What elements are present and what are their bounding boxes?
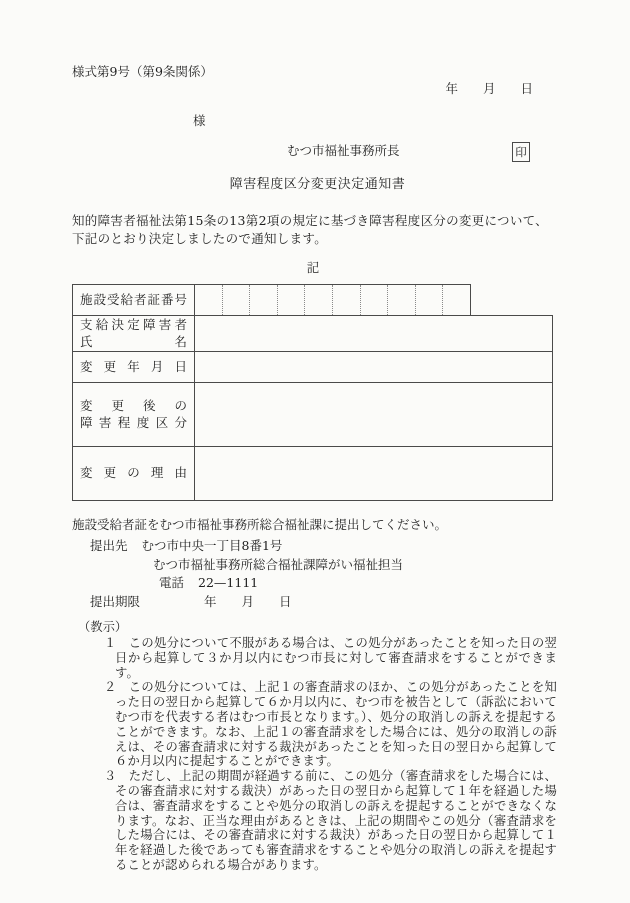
digit-cell xyxy=(249,285,277,315)
notice-item-text: この処分について不服がある場合は、この処分があったことを知った日の翌日から起算して３か月以内にむつ市長に対して審査請求をすることができます。 xyxy=(115,636,558,680)
phone-label: 電話 xyxy=(159,575,185,590)
table-row-recipient-name xyxy=(72,315,553,351)
row-label-change-reason: 変更の理由 xyxy=(72,446,194,501)
digit-cell xyxy=(415,285,443,315)
ki-marker: 記 xyxy=(306,260,321,275)
row-label-change-date: 変更年月日 xyxy=(72,351,194,382)
issue-date-line: 年 月 日 xyxy=(445,81,533,96)
body-paragraph: 知的障害者福祉法第15条の13第2項の規定に基づき障害程度区分の変更について、下記のとおり決定しましたので通知します。 xyxy=(72,213,548,246)
addressee-suffix: 様 xyxy=(193,113,206,128)
table-row-new-classification xyxy=(72,382,553,446)
table-row-recipient-number xyxy=(72,284,553,315)
value-new-classification xyxy=(194,382,553,446)
digit-cell xyxy=(332,285,360,315)
phone-line xyxy=(159,575,555,590)
digit-cell xyxy=(304,285,332,315)
notice-item-number: ２ xyxy=(104,680,117,695)
destination-label: 提出先 xyxy=(90,538,128,553)
sender-line xyxy=(287,143,555,159)
table-row-change-reason xyxy=(72,446,553,501)
decision-table xyxy=(72,284,553,501)
digit-cell xyxy=(360,285,388,315)
form-number: 様式第9号（第9条関係） xyxy=(72,64,213,79)
notice-item-text: ただし、上記の期間が経過する前に、この処分（審査請求をした場合には、その審査請求に対する裁決）があった日の翌日から起算して１年を経過した場合は、審査請求をすることや処分の取消しの訴えを提起することができなくなります。なお、正当な理由があるときは、上記の期間やこの処分（審査請求をした場合には、その審査請求に対する裁決）があった日の翌日から起算して１年を経過した後であっても審査請求をすることや処分の取消しの訴えを提起することが認められる場合があります。 xyxy=(115,769,557,872)
document-title: 障害程度区分変更決定通知書 xyxy=(229,177,406,192)
notice-item-text: この処分については、上記１の審査請求のほか、この処分があったことを知った日の翌日から起算して６か月以内に、むつ市を被告として（訴訟においてむつ市を代表する者はむつ市長となります。）、処分の取消しの訴えを提起することができます。なお、上記１の審査請求をした場合には、処分の取消しの訴えは、その審査請求に対する裁決があったことを知った日の翌日から起算して６か月以内に提起することができます。 xyxy=(115,680,558,769)
notice-list xyxy=(104,636,557,873)
notice-item-2 xyxy=(104,680,557,769)
digit-cell xyxy=(277,285,305,315)
notice-item-3 xyxy=(104,769,557,873)
row-label-new-classification: 変更後の 障害程度区分 xyxy=(72,382,194,446)
row-label-recipient-name: 支給決定障害者 氏名 xyxy=(72,315,194,351)
row-label-recipient-number: 施設受給者証番号 xyxy=(72,284,194,315)
sender-name: むつ市福祉事務所長 xyxy=(287,143,400,158)
row1-spacer xyxy=(471,284,553,315)
value-recipient-name xyxy=(194,315,553,351)
digit-cell xyxy=(387,285,415,315)
notice-item-1 xyxy=(104,636,557,680)
recipient-number-grid xyxy=(194,284,471,315)
value-change-reason xyxy=(194,446,553,501)
destination-line xyxy=(90,538,555,553)
table-row-change-date xyxy=(72,351,553,382)
seal-stamp-box: 印 xyxy=(512,142,530,162)
submit-instruction: 施設受給者証をむつ市福祉事務所総合福祉課に提出してください。 xyxy=(72,517,448,532)
notice-item-number: １ xyxy=(104,636,117,650)
digit-cell xyxy=(222,285,250,315)
notice-item-number: ３ xyxy=(104,769,117,784)
destination-address: むつ市中央一丁目8番1号 xyxy=(141,538,283,553)
phone-number: 22—1111 xyxy=(198,575,259,590)
deadline-line xyxy=(90,594,555,609)
deadline-date: 年 月 日 xyxy=(204,594,292,609)
digit-cell xyxy=(195,285,222,315)
destination-office: むつ市福祉事務所総合福祉課障がい福祉担当 xyxy=(153,557,404,572)
notice-heading: （教示） xyxy=(78,620,128,634)
value-change-date xyxy=(194,351,553,382)
digit-cell xyxy=(442,285,470,315)
deadline-label: 提出期限 xyxy=(90,594,141,609)
